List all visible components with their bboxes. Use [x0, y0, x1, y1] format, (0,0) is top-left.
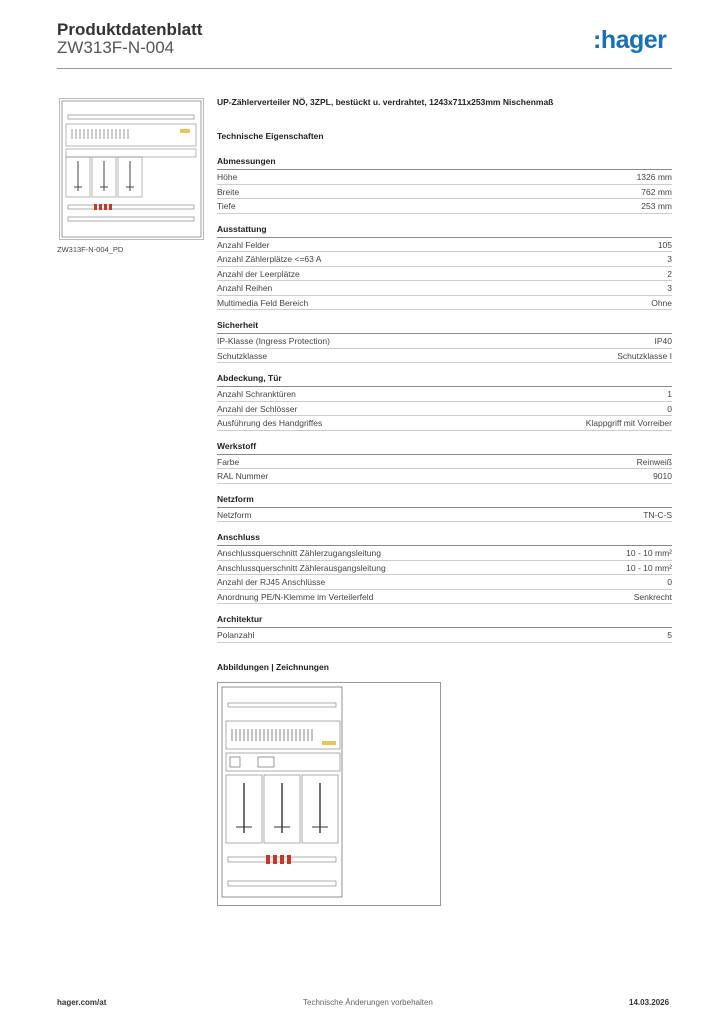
spec-row — [217, 267, 672, 282]
spec-row — [217, 349, 672, 364]
spec-section-title: Abmessungen — [217, 156, 672, 170]
spec-label: Anordnung PE/N-Klemme im Verteilerfeld — [217, 591, 374, 602]
spec-value: 2 — [667, 268, 672, 279]
logo-text: hager — [600, 26, 667, 54]
spec-section-title: Sicherheit — [217, 320, 672, 334]
spec-section — [217, 373, 672, 431]
footer-date: 14.03.2026 — [629, 998, 670, 1007]
spec-section-title: Werkstoff — [217, 441, 672, 455]
spec-label: IP-Klasse (Ingress Protection) — [217, 336, 330, 346]
spec-value: Klappgriff mit Vorreiber — [585, 418, 672, 428]
spec-value: 9010 — [653, 471, 672, 481]
spec-table — [217, 156, 672, 653]
spec-label: Anzahl der Schlösser — [217, 403, 298, 414]
article-number: ZW313F-N-004 — [57, 38, 175, 57]
spec-row — [217, 455, 672, 470]
spec-row — [217, 628, 672, 643]
spec-label: Anzahl der RJ45 Anschlüsse — [217, 577, 326, 587]
spec-row — [217, 296, 672, 311]
spec-value: 0 — [667, 403, 672, 414]
spec-row — [217, 238, 672, 253]
spec-value: Reinweiß — [636, 456, 672, 467]
spec-row — [217, 281, 672, 296]
spec-label: Anzahl Reihen — [217, 283, 273, 293]
spec-value: 5 — [667, 630, 672, 640]
spec-label: Anschlussquerschnitt Zählerausgangsleitung — [217, 562, 386, 573]
spec-label: Anzahl der Leerplätze — [217, 268, 300, 279]
spec-label: Breite — [217, 186, 240, 197]
images-heading: Abbildungen | Zeichnungen — [217, 662, 329, 672]
spec-row — [217, 546, 672, 561]
thumbnail-caption: ZW313F-N-004_PD — [57, 245, 124, 254]
spec-row — [217, 469, 672, 484]
spec-value: 762 mm — [641, 186, 672, 197]
spec-label: RAL Nummer — [217, 471, 269, 481]
spec-section — [217, 614, 672, 643]
spec-row — [217, 402, 672, 417]
header-divider — [57, 68, 672, 69]
spec-value: 3 — [667, 254, 672, 264]
spec-section-title: Architektur — [217, 614, 672, 628]
product-thumbnail — [59, 98, 204, 240]
spec-section-title: Netzform — [217, 494, 672, 508]
spec-row — [217, 590, 672, 605]
spec-value: IP40 — [654, 336, 672, 346]
spec-label: Anschlussquerschnitt Zählerzugangsleitung — [217, 548, 381, 558]
spec-section — [217, 494, 672, 523]
spec-value: 0 — [667, 577, 672, 587]
spec-row — [217, 575, 672, 590]
spec-row — [217, 387, 672, 402]
spec-label: Ausführung des Handgriffes — [217, 418, 323, 428]
spec-value: TN-C-S — [643, 509, 672, 520]
spec-row — [217, 252, 672, 267]
spec-value: Schutzklasse I — [617, 350, 672, 361]
spec-section — [217, 441, 672, 484]
spec-section — [217, 156, 672, 214]
product-title: UP-Zählerverteiler NÖ, 3ZPL, bestückt u. verdrahtet, 1243x711x253mm Nischenmaß — [217, 97, 554, 107]
spec-section-title: Anschluss — [217, 532, 672, 546]
hager-logo[interactable]: :hager — [593, 26, 667, 54]
spec-value: 10 - 10 mm² — [626, 548, 672, 558]
spec-label: Schutzklasse — [217, 350, 268, 361]
spec-value: 1 — [667, 389, 672, 399]
spec-label: Netzform — [217, 509, 252, 520]
spec-section-title: Abdeckung, Tür — [217, 373, 672, 387]
spec-label: Anzahl Felder — [217, 239, 270, 250]
technical-drawing — [217, 682, 441, 906]
spec-section-title: Ausstattung — [217, 224, 672, 238]
spec-label: Höhe — [217, 172, 238, 182]
spec-label: Anzahl Schranktüren — [217, 389, 296, 399]
spec-value: 253 mm — [641, 201, 672, 211]
spec-row — [217, 416, 672, 431]
spec-value: 1326 mm — [636, 172, 672, 182]
spec-section — [217, 532, 672, 604]
spec-section — [217, 224, 672, 311]
spec-row — [217, 508, 672, 523]
spec-label: Anzahl Zählerplätze <=63 A — [217, 254, 322, 264]
spec-row — [217, 334, 672, 349]
spec-label: Tiefe — [217, 201, 236, 211]
spec-value: Ohne — [651, 297, 672, 308]
footer-website[interactable]: hager.com/at — [57, 998, 107, 1007]
spec-value: Senkrecht — [633, 591, 672, 602]
tech-heading: Technische Eigenschaften — [217, 131, 324, 141]
header-title: Produktdatenblatt — [57, 20, 203, 39]
spec-row — [217, 170, 672, 185]
spec-value: 105 — [657, 239, 672, 250]
footer-disclaimer: Technische Änderungen vorbehalten — [303, 998, 433, 1007]
spec-section — [217, 320, 672, 363]
spec-row — [217, 185, 672, 200]
spec-label: Polanzahl — [217, 630, 255, 640]
spec-row — [217, 199, 672, 214]
spec-label: Multimedia Feld Bereich — [217, 297, 309, 308]
spec-row — [217, 561, 672, 576]
spec-label: Farbe — [217, 456, 240, 467]
spec-value: 3 — [667, 283, 672, 293]
spec-value: 10 - 10 mm² — [626, 562, 672, 573]
